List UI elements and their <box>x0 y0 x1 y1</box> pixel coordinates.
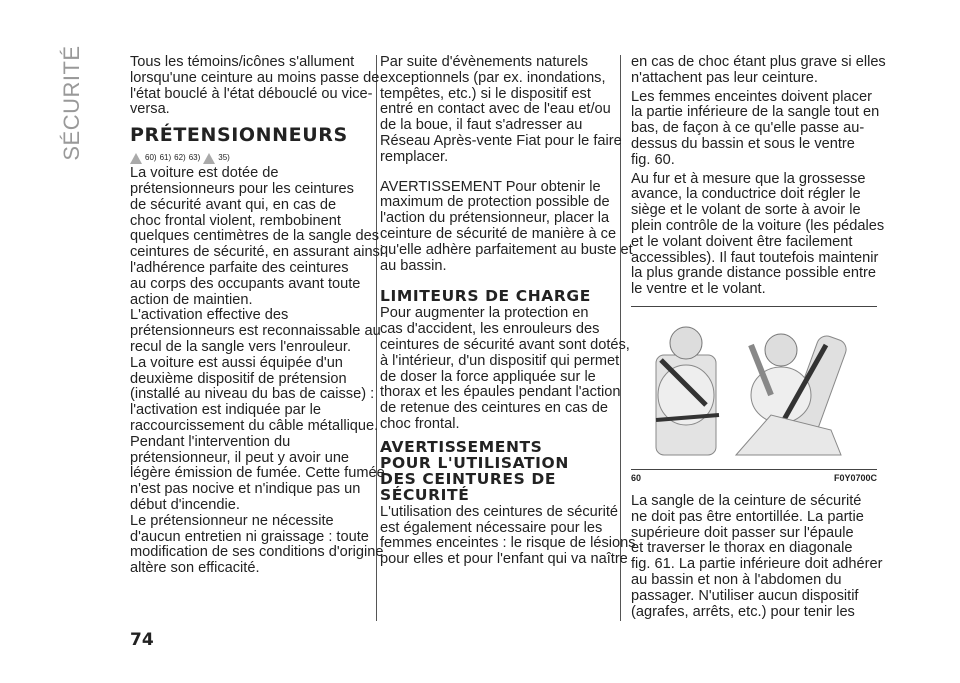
text-line: La voiture est dotée de <box>130 165 279 182</box>
text-line: exceptionnels (par ex. inondations, <box>380 69 606 86</box>
text-line: début d'incendie. <box>130 496 240 513</box>
text-line: au bassin et non à l'abdomen du <box>631 571 842 588</box>
text-line: Au fur et à mesure que la grossesse <box>631 170 866 187</box>
text-line: AVERTISSEMENTS <box>380 437 543 456</box>
figure-caption <box>631 469 877 484</box>
text-line: ne doit pas être entortillée. La partie <box>631 508 864 525</box>
text-line: deuxième dispositif de prétension <box>130 370 347 387</box>
environment-icon <box>203 153 215 164</box>
section-tab <box>58 45 88 170</box>
text-line: accessibles). Il faut toutefois maintenir <box>631 249 879 266</box>
text-line: supérieure doit passer sur l'épaule <box>631 524 854 541</box>
text-line: Par suite d'évènements naturels <box>380 54 589 70</box>
text-line: est également nécessaire pour les <box>380 519 603 536</box>
text-line: Pour augmenter la protection en <box>380 305 589 322</box>
text-line: la plus grande distance possible entre <box>631 265 877 282</box>
text-line: de sécurité avant qui, en cas de <box>130 196 337 213</box>
text-line: Réseau Après-vente Fiat pour le faire <box>380 132 622 149</box>
text-line: pour elles et pour l'enfant qui va naître <box>380 551 628 568</box>
paragraph <box>130 54 380 118</box>
text-line: la partie inférieure de la sangle tout en <box>631 104 880 121</box>
text-line: modification de ses conditions d'origine <box>130 544 384 561</box>
text-line: de retenue des ceintures en cas de <box>380 400 608 417</box>
text-line: POUR L'UTILISATION <box>380 453 569 472</box>
text-line: de la boue, il faut s'adresser au <box>380 117 583 134</box>
text-line: prétensionneurs est reconnaissable au <box>130 323 381 340</box>
text-line: l'action du prétensionneur, placer la <box>380 210 610 227</box>
text-line: au bassin. <box>380 257 447 274</box>
warning-paragraph <box>380 178 633 275</box>
text-line: dessus du bassin et sous le ventre <box>631 135 855 152</box>
text-line: plein contrôle de la voiture (les pédales <box>631 217 885 234</box>
paragraph <box>631 170 885 298</box>
text-line: n'est pas nocive et n'indique pas un <box>130 481 361 498</box>
text-line: L'utilisation des ceintures de sécurité <box>380 503 619 520</box>
text-line: raccourcissement du câble métallique. <box>130 417 379 434</box>
column-1 <box>130 54 385 577</box>
figure-number: 60 <box>631 472 642 483</box>
text-line: entré en contact avec de l'eau et/ou <box>380 101 611 118</box>
paragraph <box>631 88 880 169</box>
text-line: prétensionneurs pour les ceintures <box>130 180 354 197</box>
text-line: Les femmes enceintes doivent placer <box>631 88 872 105</box>
text-line: versa. <box>130 101 170 118</box>
text-line: ceinture de sécurité de manière à ce <box>380 225 617 242</box>
figure-pregnant-seatbelt <box>631 315 877 465</box>
text-line: légère émission de fumée. Cette fumée <box>130 465 385 482</box>
text-line: L'activation effective des <box>130 307 289 324</box>
text-line: l'activation est indiquée par le <box>130 402 322 419</box>
text-line: tempêtes, etc.) si le dispositif est <box>380 85 591 102</box>
text-line: quelques centimètres de la sangle des <box>130 228 380 245</box>
text-line: en cas de choc étant plus grave si elles <box>631 54 886 70</box>
paragraph <box>130 354 379 435</box>
text-line: DES CEINTURES DE <box>380 469 557 488</box>
text-line: n'attachent pas leur ceinture. <box>631 69 818 86</box>
text-line: recul de la sangle vers l'enrouleur. <box>130 338 352 355</box>
text-line: maximum de protection possible de <box>380 194 610 211</box>
text-line: de doser la force appliquée sur le <box>380 368 596 385</box>
text-line: d'aucun entretien ni graissage : toute <box>130 528 369 545</box>
ref[interactable]: 62) <box>174 153 186 163</box>
ref[interactable]: 63) <box>188 153 201 163</box>
seatbelt-illustration <box>631 315 877 465</box>
paragraph <box>380 54 622 166</box>
column-3 <box>631 54 886 620</box>
text-line: La sangle de la ceinture de sécurité <box>631 492 862 509</box>
text-line: l'état bouclé à l'état débouclé ou vice- <box>130 85 373 102</box>
text-line: ceintures de sécurité, en assurant ainsi <box>130 244 384 261</box>
section-title: SÉCURITÉ <box>59 45 84 161</box>
page-number: 74 <box>130 630 154 650</box>
text-line: le ventre et le volant. <box>631 281 766 298</box>
text-line: ceintures de sécurité avant sont dotés, <box>380 336 630 353</box>
text-line: altère son efficacité. <box>130 560 260 577</box>
text-line: choc frontal violent, rembobinent <box>130 212 341 229</box>
text-line: La voiture est aussi équipée d'un <box>130 354 343 371</box>
text-line: fig. 61. La partie inférieure doit adhérer <box>631 556 883 573</box>
text-line: l'adhérence parfaite des ceintures <box>130 259 349 276</box>
text-line: Pendant l'intervention du <box>130 433 291 450</box>
text-line: SÉCURITÉ <box>380 485 470 504</box>
column-2 <box>380 54 636 568</box>
text-line: (agrafes, arrêts, etc.) pour tenir les <box>631 603 855 620</box>
heading-limiteurs: LIMITEURS DE CHARGE <box>380 287 591 306</box>
text-line: remplacer. <box>380 148 449 165</box>
paragraph <box>130 307 381 355</box>
heading-avertissements <box>380 439 612 503</box>
text-line: au corps des occupants avant toute <box>130 275 361 292</box>
text-line: Le prétensionneur ne nécessite <box>130 512 334 529</box>
text-line: cas d'accident, les enrouleurs des <box>380 321 600 338</box>
text-line: qu'elle adhère parfaitement au buste et <box>380 241 633 258</box>
figure-code: F0Y0700C <box>833 472 877 483</box>
text-line: fig. 60. <box>631 151 675 168</box>
paragraph <box>631 492 883 620</box>
text-line: et le volant doivent être facilement <box>631 233 853 250</box>
text-line: Tous les témoins/icônes s'allument <box>130 54 355 70</box>
ref[interactable]: 60) <box>145 153 157 163</box>
text-line: siège et le volant de sorte à avoir le <box>631 202 861 219</box>
text-line: lorsqu'une ceinture au moins passe de <box>130 69 380 86</box>
heading-pretensionneurs: PRÉTENSIONNEURS <box>130 124 348 147</box>
figure-top-rule <box>631 306 877 307</box>
paragraph <box>380 503 636 568</box>
paragraph <box>380 305 630 432</box>
ref[interactable]: 35) <box>218 153 230 163</box>
paragraph <box>130 165 384 308</box>
text-line: et traverser le thorax en diagonale <box>631 540 853 557</box>
text-line: bas, de façon à ce qu'elle passe au- <box>631 120 865 137</box>
paragraph <box>130 433 385 514</box>
text-line: action de maintien. <box>130 291 253 308</box>
text-line: choc frontal. <box>380 415 460 432</box>
text-line: thorax et les épaules pendant l'action <box>380 384 621 401</box>
text-line: femmes enceintes : le risque de lésions <box>380 535 636 552</box>
warning-references <box>130 150 366 166</box>
paragraph <box>631 54 886 87</box>
warning-icon <box>130 153 142 164</box>
text-line: prétensionneur, il peut y avoir une <box>130 449 350 466</box>
paragraph <box>130 512 384 577</box>
text-line: avance, la conductrice doit régler le <box>631 186 861 203</box>
ref[interactable]: 61) <box>159 153 172 163</box>
text-line: AVERTISSEMENT Pour obtenir le <box>380 178 601 195</box>
text-line: (installé au niveau du bas de caisse) : <box>130 386 375 403</box>
text-line: à l'intérieur, d'un dispositif qui permet <box>380 352 620 369</box>
text-line: passager. N'utiliser aucun dispositif <box>631 587 859 604</box>
